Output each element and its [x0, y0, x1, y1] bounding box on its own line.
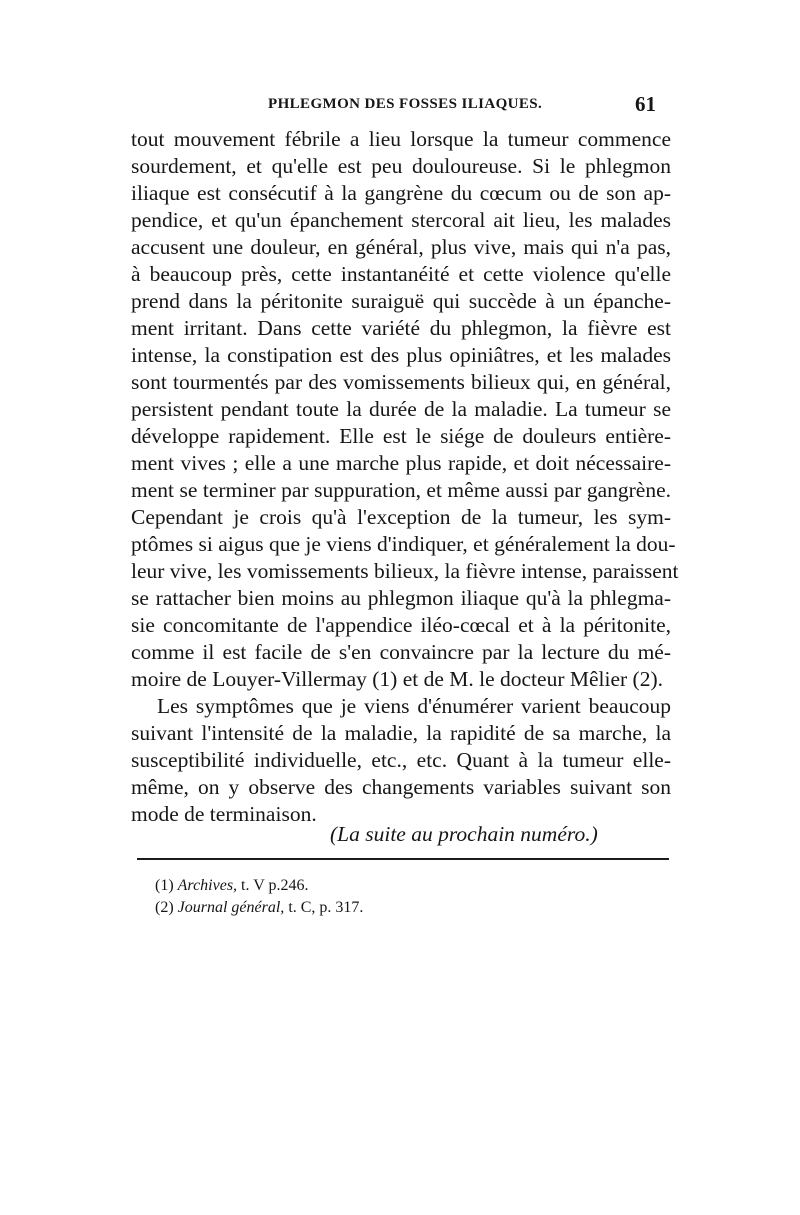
text-line: à beaucoup près, cette instantanéité et cette violence qu'elle — [131, 262, 671, 286]
page-number: 61 — [635, 92, 656, 116]
footnote — [155, 875, 363, 897]
text-line: mode de terminaison. — [131, 802, 317, 826]
text-line: ment se terminer par suppuration, et même aussi par gangrène. — [131, 478, 671, 502]
text-line: ment irritant. Dans cette variété du phlegmon, la fièvre est — [131, 316, 671, 340]
text-line: sie concomitante de l'appendice iléo-cœcal et à la péritonite, — [131, 613, 671, 637]
footnote-title: Archives, — [177, 877, 238, 894]
continuation-note: (La suite au prochain numéro.) — [330, 822, 598, 846]
text-line: comme il est facile de s'en convaincre par la lecture du mé- — [131, 640, 671, 664]
footnote-marker: (1) — [155, 877, 174, 894]
text-line: sont tourmentés par des vomissements bilieux qui, en général, — [131, 370, 671, 394]
text-line: accusent une douleur, en général, plus vive, mais qui n'a pas, — [131, 235, 671, 259]
footnote-marker: (2) — [155, 899, 174, 916]
text-line: pendice, et qu'un épanchement stercoral ait lieu, les malades — [131, 208, 671, 232]
text-line: persistent pendant toute la durée de la maladie. La tumeur se — [131, 397, 671, 421]
text-line: ptômes si aigus que je viens d'indiquer, et généralement la dou- — [131, 532, 676, 556]
text-line: Cependant je crois qu'à l'exception de la tumeur, les sym- — [131, 505, 671, 529]
footnote-reference: t. C, p. 317. — [284, 899, 364, 916]
text-line: développe rapidement. Elle est le siége de douleurs entière- — [131, 424, 671, 448]
text-line: même, on y observe des changements variables suivant son — [131, 775, 671, 799]
footnote — [155, 897, 363, 919]
text-line: leur vive, les vomissements bilieux, la fièvre intense, paraissent — [131, 559, 679, 583]
footnote-rule — [137, 858, 669, 860]
text-line: susceptibilité individuelle, etc., etc. Quant à la tumeur elle- — [131, 748, 671, 772]
text-line: moire de Louyer-Villermay (1) et de M. le docteur Mêlier (2). — [131, 667, 663, 691]
text-line: iliaque est consécutif à la gangrène du cœcum ou de son ap- — [131, 181, 671, 205]
footnote-reference: t. V p.246. — [237, 877, 309, 894]
text-line: intense, la constipation est des plus opiniâtres, et les malades — [131, 343, 671, 367]
footnote-title: Journal général, — [177, 899, 285, 916]
text-line: se rattacher bien moins au phlegmon iliaque qu'à la phlegma- — [131, 586, 671, 610]
body-text — [131, 126, 679, 828]
text-line: Les symptômes que je viens d'énumérer varient beaucoup — [157, 694, 671, 718]
text-line: sourdement, et qu'elle est peu douloureuse. Si le phlegmon — [131, 154, 671, 178]
running-head: PHLEGMON DES FOSSES ILIAQUES. — [268, 96, 543, 112]
text-line: tout mouvement fébrile a lieu lorsque la tumeur commence — [131, 127, 671, 151]
footnotes — [155, 875, 363, 919]
text-line: prend dans la péritonite suraiguë qui succède à un épanche- — [131, 289, 671, 313]
text-line: ment vives ; elle a une marche plus rapide, et doit nécessaire- — [131, 451, 671, 475]
text-line: suivant l'intensité de la maladie, la rapidité de sa marche, la — [131, 721, 671, 745]
